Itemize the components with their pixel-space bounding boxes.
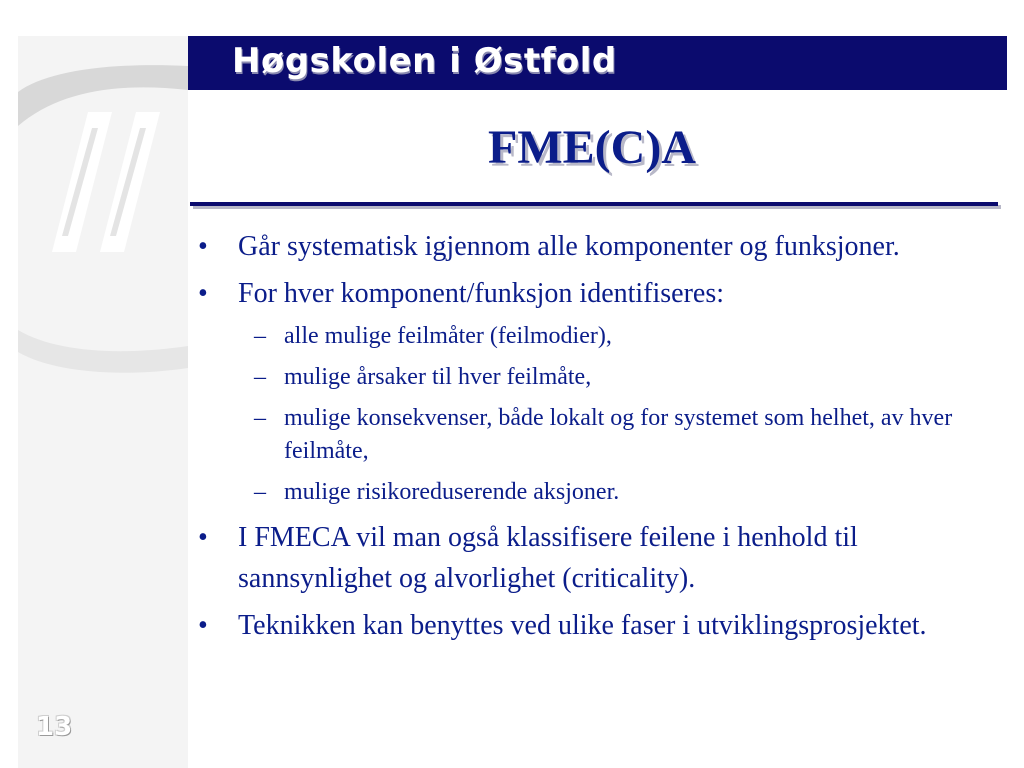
header-bar <box>188 36 1007 90</box>
bullet-text: I FMECA vil man også klassifisere feilene i henhold til sannsynlighet og alvorlighet (criticality). <box>238 522 858 594</box>
slide-title: FME(C)A <box>488 121 696 174</box>
sub-bullet-text: mulige årsaker til hver feilmåte, <box>284 364 592 390</box>
bullet-item <box>198 273 998 314</box>
bullet-marker: • <box>198 278 208 309</box>
sub-bullet-marker: – <box>254 479 266 505</box>
bullet-text: Teknikken kan benyttes ved ulike faser i utviklingsprosjektet. <box>238 610 927 641</box>
institution-name: Høgskolen i Østfold <box>232 41 617 81</box>
hiof-swoosh-logo-icon <box>0 0 200 400</box>
sub-bullet-marker: – <box>254 364 266 390</box>
bullet-item <box>198 226 998 267</box>
sub-bullet-item <box>198 402 998 468</box>
sub-bullet-text: alle mulige feilmåter (feilmodier), <box>284 323 612 349</box>
bullet-marker: • <box>198 231 208 262</box>
sub-bullet-text: mulige konsekvenser, både lokalt og for systemet som helhet, av hver feilmåte, <box>284 405 953 464</box>
sub-bullet-marker: – <box>254 323 266 349</box>
bullet-text: For hver komponent/funksjon identifiseres: <box>238 278 725 309</box>
bullet-list <box>198 226 998 652</box>
sub-bullet-item <box>198 361 998 394</box>
sub-bullet-marker: – <box>254 405 266 431</box>
title-divider <box>190 202 998 206</box>
sub-bullet-item <box>198 320 998 353</box>
sub-bullet-item <box>198 476 998 509</box>
sub-bullet-text: mulige risikoreduserende aksjoner. <box>284 479 620 505</box>
bullet-item <box>198 517 998 599</box>
slide-number: 13 <box>36 712 73 742</box>
bullet-item <box>198 605 998 646</box>
bullet-marker: • <box>198 522 208 553</box>
bullet-text: Går systematisk igjennom alle komponenter og funksjoner. <box>238 231 900 262</box>
bullet-marker: • <box>198 610 208 641</box>
